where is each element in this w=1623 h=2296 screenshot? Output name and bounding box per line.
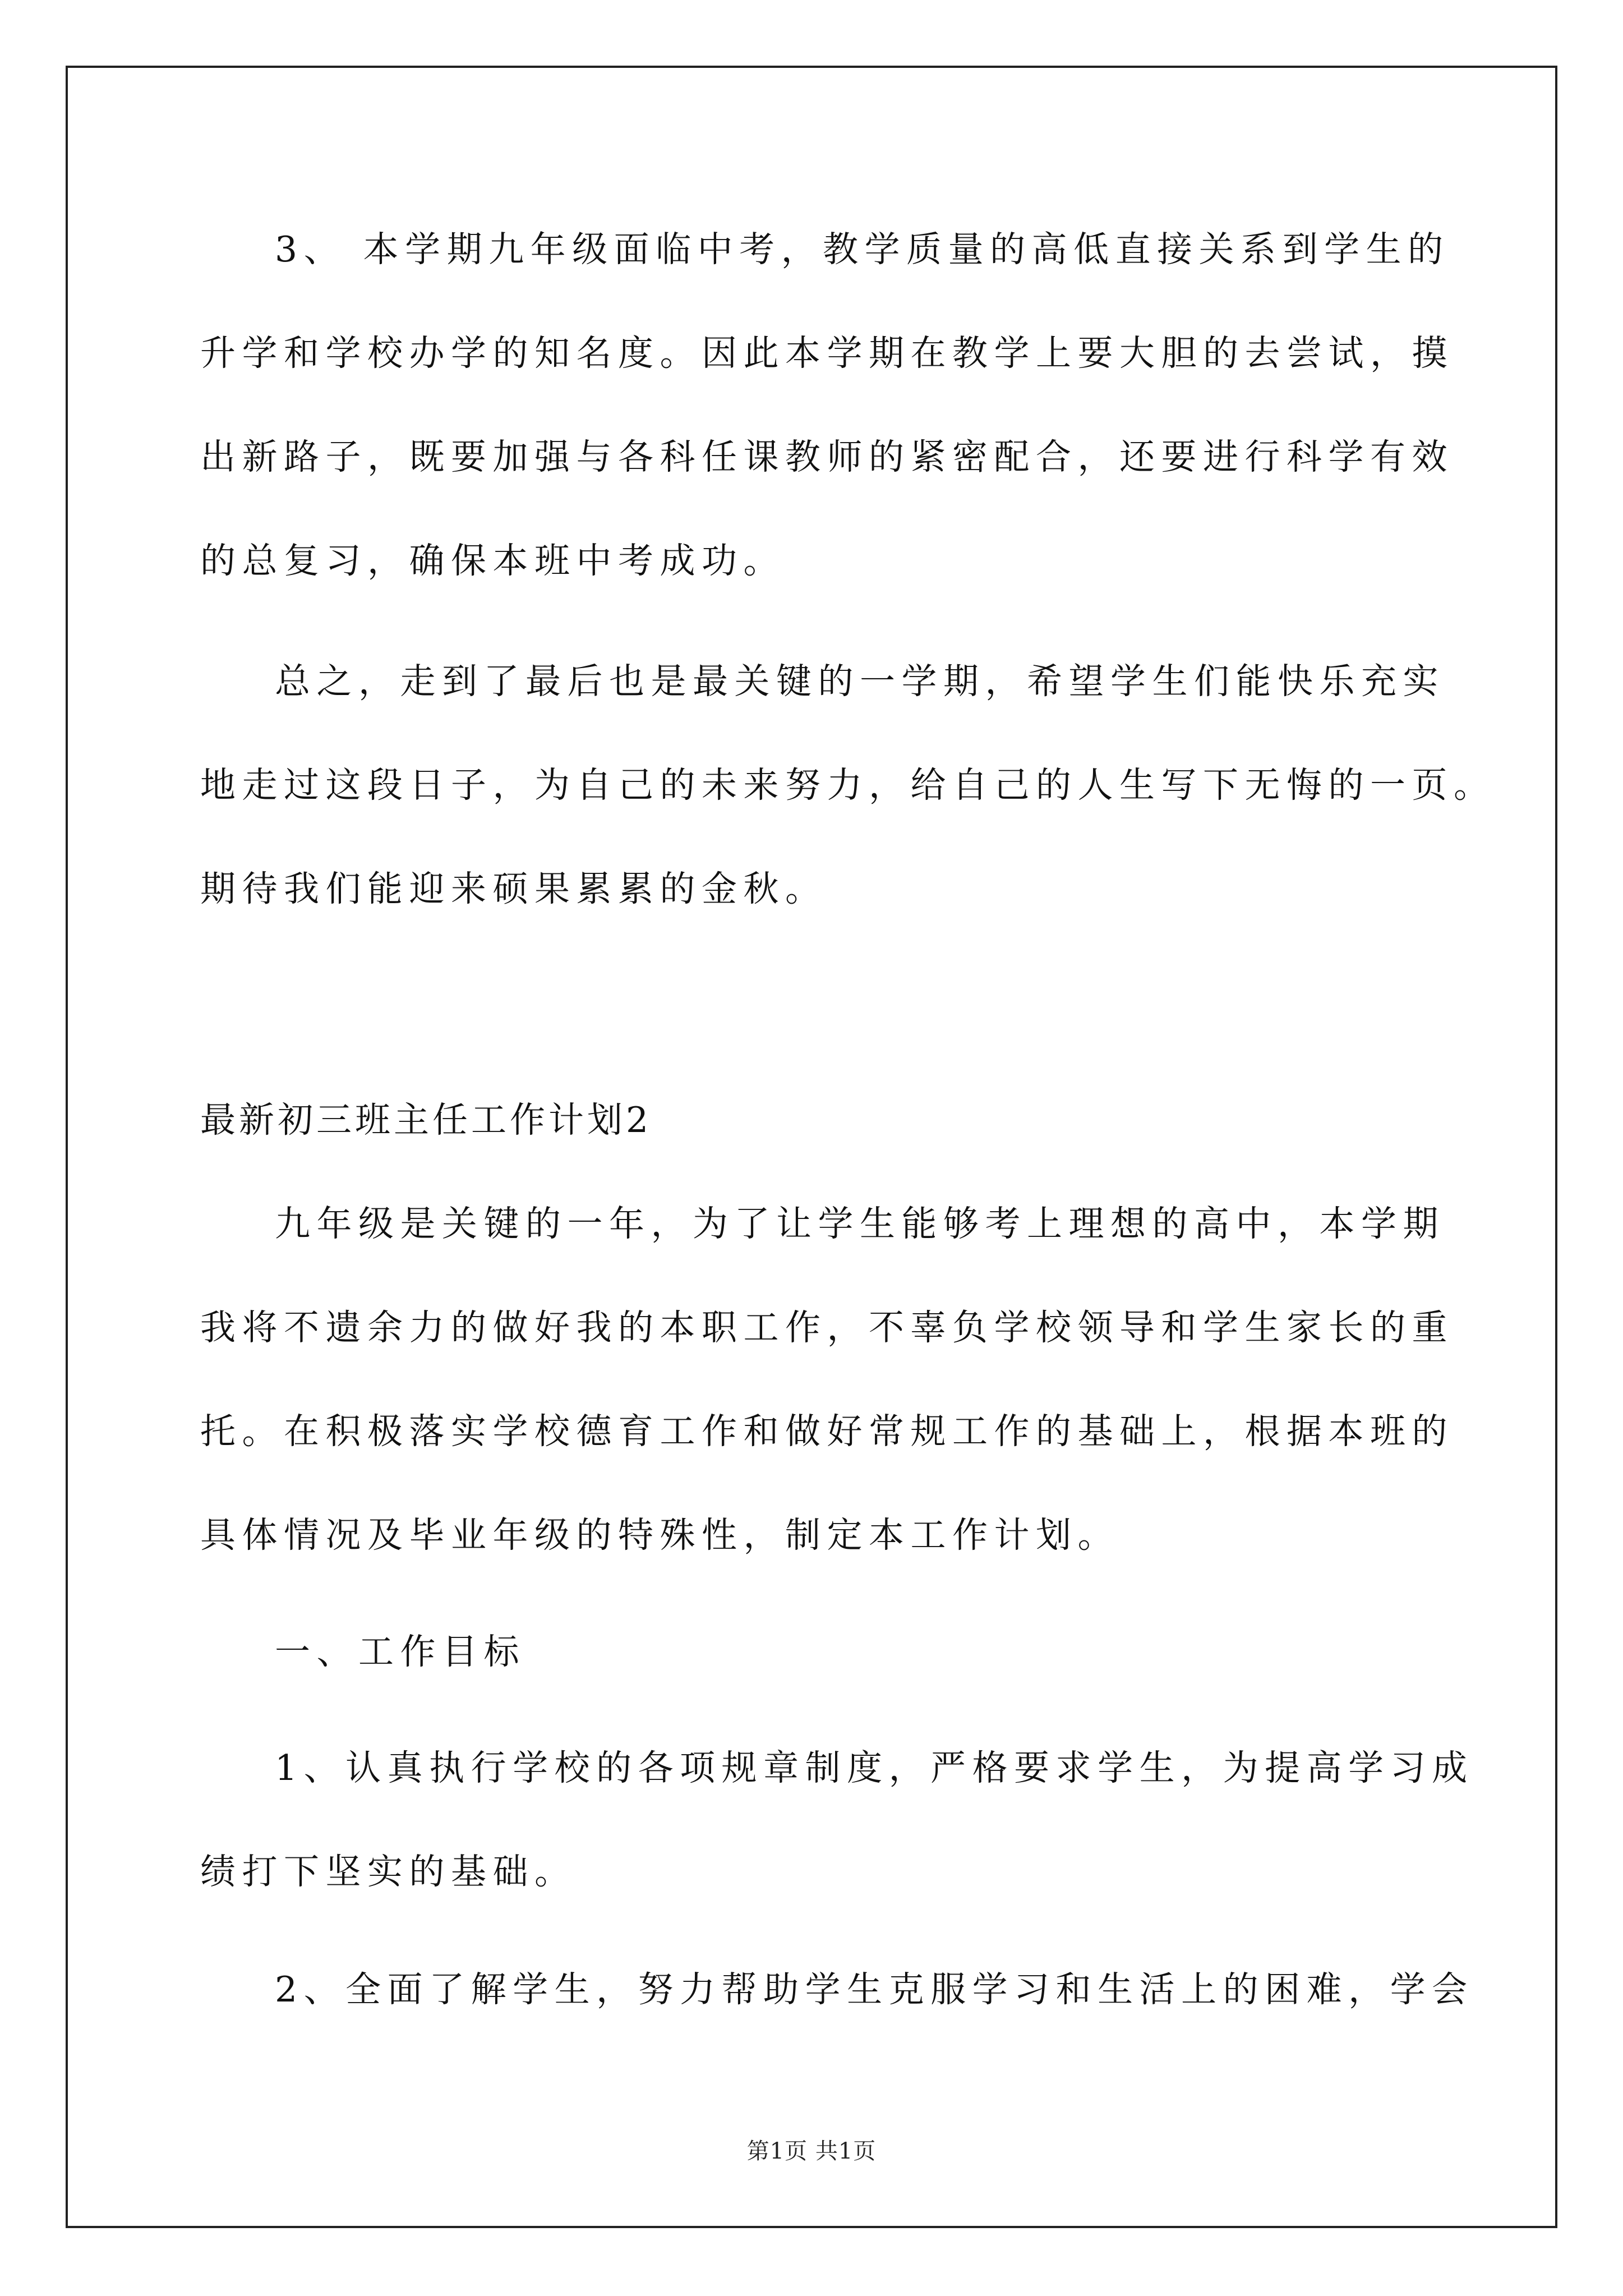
paragraph-line: 的总复习，确保本班中考成功。 [200, 540, 785, 581]
paragraph-line: 托。在积极落实学校德育工作和做好常规工作的基础上，根据本班的 [200, 1411, 1454, 1452]
paragraph-line: 出新路子，既要加强与各科任课教师的紧密配合，还要进行科学有效 [200, 436, 1454, 477]
section-heading: 最新初三班主任工作计划2 [200, 1099, 652, 1140]
paragraph-line: 期待我们能迎来硕果累累的金秋。 [200, 868, 827, 909]
paragraph-line: 升学和学校办学的知名度。因此本学期在教学上要大胆的去尝试，摸 [200, 333, 1454, 374]
paragraph-line: 绩打下坚实的基础。 [200, 1851, 577, 1892]
paragraph-line: 地走过这段日子，为自己的未来努力，给自己的人生写下无悔的一页。 [200, 765, 1496, 806]
paragraph-line: 1、认真执行学校的各项规章制度，严格要求学生，为提高学习成 [275, 1747, 1474, 1788]
paragraph-line: 3、 本学期九年级面临中考，教学质量的高低直接关系到学生的 [275, 229, 1450, 270]
paragraph-line: 总之，走到了最后也是最关键的一学期，希望学生们能快乐充实 [275, 661, 1445, 702]
paragraph-line: 九年级是关键的一年，为了让学生能够考上理想的高中，本学期 [275, 1203, 1445, 1244]
paragraph-line: 具体情况及毕业年级的特殊性，制定本工作计划。 [200, 1515, 1119, 1556]
paragraph-line: 2、全面了解学生，努力帮助学生克服学习和生活上的困难，学会 [275, 1969, 1474, 2010]
page-number-footer: 第1页 共1页 [746, 2138, 877, 2164]
subheading-line: 一、工作目标 [275, 1631, 525, 1672]
paragraph-line: 我将不遗余力的做好我的本职工作，不辜负学校领导和学生家长的重 [200, 1307, 1454, 1348]
page-border [66, 66, 1557, 2228]
